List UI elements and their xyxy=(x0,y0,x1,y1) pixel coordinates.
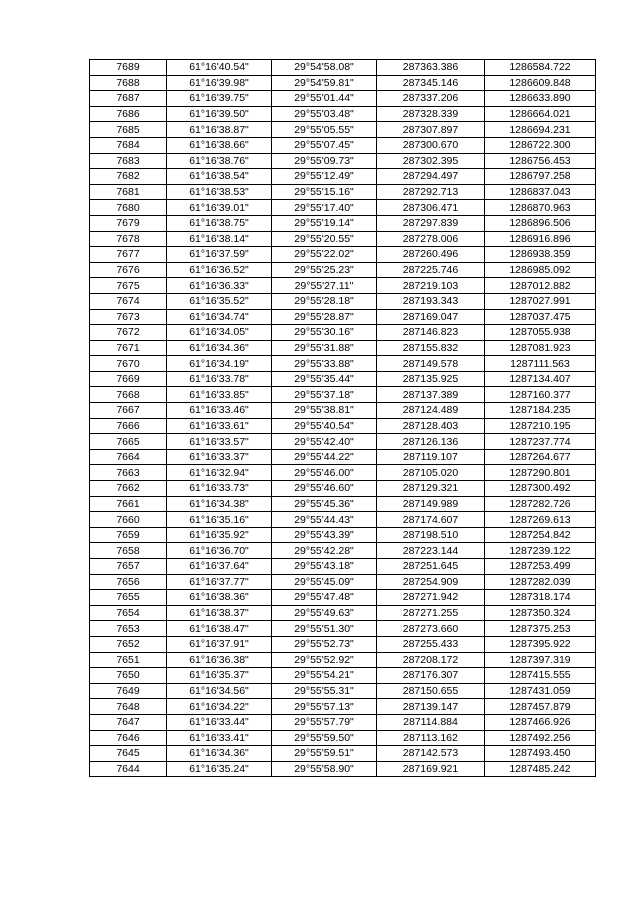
table-row xyxy=(90,169,596,185)
table-row xyxy=(90,496,596,512)
longitude-cell: 61°16'34.36" xyxy=(167,340,272,356)
x-coordinate-cell: 287223.144 xyxy=(377,543,485,559)
latitude-cell: 29°55'57.13" xyxy=(272,699,377,715)
longitude-cell: 61°16'38.76" xyxy=(167,153,272,169)
latitude-cell: 29°55'55.31" xyxy=(272,683,377,699)
y-coordinate-cell: 1287237.774 xyxy=(485,434,596,450)
longitude-cell: 61°16'38.66" xyxy=(167,137,272,153)
x-coordinate-cell: 287271.255 xyxy=(377,605,485,621)
latitude-cell: 29°55'28.18" xyxy=(272,293,377,309)
y-coordinate-cell: 1287415.555 xyxy=(485,668,596,684)
x-coordinate-cell: 287139.147 xyxy=(377,699,485,715)
point-number-cell: 7675 xyxy=(90,278,167,294)
point-number-cell: 7689 xyxy=(90,60,167,76)
x-coordinate-cell: 287337.206 xyxy=(377,91,485,107)
longitude-cell: 61°16'33.41" xyxy=(167,730,272,746)
x-coordinate-cell: 287208.172 xyxy=(377,652,485,668)
y-coordinate-cell: 1286756.453 xyxy=(485,153,596,169)
x-coordinate-cell: 287105.020 xyxy=(377,465,485,481)
x-coordinate-cell: 287271.942 xyxy=(377,590,485,606)
point-number-cell: 7670 xyxy=(90,356,167,372)
y-coordinate-cell: 1287210.195 xyxy=(485,418,596,434)
latitude-cell: 29°55'51.30" xyxy=(272,621,377,637)
y-coordinate-cell: 1286837.043 xyxy=(485,184,596,200)
table-row xyxy=(90,543,596,559)
table-row xyxy=(90,574,596,590)
x-coordinate-cell: 287193.343 xyxy=(377,293,485,309)
y-coordinate-cell: 1286609.848 xyxy=(485,75,596,91)
longitude-cell: 61°16'36.33" xyxy=(167,278,272,294)
longitude-cell: 61°16'37.59" xyxy=(167,247,272,263)
y-coordinate-cell: 1287055.938 xyxy=(485,325,596,341)
x-coordinate-cell: 287278.006 xyxy=(377,231,485,247)
table-row xyxy=(90,761,596,777)
table-row xyxy=(90,527,596,543)
x-coordinate-cell: 287363.386 xyxy=(377,60,485,76)
point-number-cell: 7650 xyxy=(90,668,167,684)
longitude-cell: 61°16'34.05" xyxy=(167,325,272,341)
latitude-cell: 29°55'28.87" xyxy=(272,309,377,325)
x-coordinate-cell: 287251.645 xyxy=(377,559,485,575)
longitude-cell: 61°16'40.54" xyxy=(167,60,272,76)
longitude-cell: 61°16'39.01" xyxy=(167,200,272,216)
coordinates-table xyxy=(89,59,596,777)
y-coordinate-cell: 1286896.506 xyxy=(485,215,596,231)
latitude-cell: 29°55'37.18" xyxy=(272,387,377,403)
longitude-cell: 61°16'35.92" xyxy=(167,527,272,543)
point-number-cell: 7668 xyxy=(90,387,167,403)
longitude-cell: 61°16'34.36" xyxy=(167,746,272,762)
y-coordinate-cell: 1287184.235 xyxy=(485,403,596,419)
longitude-cell: 61°16'36.70" xyxy=(167,543,272,559)
table-row xyxy=(90,652,596,668)
longitude-cell: 61°16'35.37" xyxy=(167,668,272,684)
longitude-cell: 61°16'37.91" xyxy=(167,636,272,652)
longitude-cell: 61°16'33.61" xyxy=(167,418,272,434)
point-number-cell: 7655 xyxy=(90,590,167,606)
longitude-cell: 61°16'33.85" xyxy=(167,387,272,403)
x-coordinate-cell: 287119.107 xyxy=(377,449,485,465)
point-number-cell: 7658 xyxy=(90,543,167,559)
point-number-cell: 7681 xyxy=(90,184,167,200)
latitude-cell: 29°55'01.44" xyxy=(272,91,377,107)
y-coordinate-cell: 1287282.039 xyxy=(485,574,596,590)
latitude-cell: 29°55'17.40" xyxy=(272,200,377,216)
longitude-cell: 61°16'34.19" xyxy=(167,356,272,372)
point-number-cell: 7646 xyxy=(90,730,167,746)
x-coordinate-cell: 287297.839 xyxy=(377,215,485,231)
point-number-cell: 7682 xyxy=(90,169,167,185)
y-coordinate-cell: 1287111.563 xyxy=(485,356,596,372)
longitude-cell: 61°16'33.57" xyxy=(167,434,272,450)
longitude-cell: 61°16'35.24" xyxy=(167,761,272,777)
table-row xyxy=(90,215,596,231)
latitude-cell: 29°55'45.09" xyxy=(272,574,377,590)
latitude-cell: 29°55'45.36" xyxy=(272,496,377,512)
y-coordinate-cell: 1287081.923 xyxy=(485,340,596,356)
x-coordinate-cell: 287300.670 xyxy=(377,137,485,153)
x-coordinate-cell: 287307.897 xyxy=(377,122,485,138)
table-row xyxy=(90,184,596,200)
table-row xyxy=(90,340,596,356)
latitude-cell: 29°55'44.43" xyxy=(272,512,377,528)
table-row xyxy=(90,465,596,481)
latitude-cell: 29°55'46.60" xyxy=(272,481,377,497)
table-row xyxy=(90,200,596,216)
latitude-cell: 29°55'59.50" xyxy=(272,730,377,746)
latitude-cell: 29°55'49.63" xyxy=(272,605,377,621)
latitude-cell: 29°55'27.11" xyxy=(272,278,377,294)
latitude-cell: 29°55'40.54" xyxy=(272,418,377,434)
x-coordinate-cell: 287294.497 xyxy=(377,169,485,185)
x-coordinate-cell: 287260.496 xyxy=(377,247,485,263)
point-number-cell: 7661 xyxy=(90,496,167,512)
y-coordinate-cell: 1286938.359 xyxy=(485,247,596,263)
x-coordinate-cell: 287113.162 xyxy=(377,730,485,746)
longitude-cell: 61°16'35.16" xyxy=(167,512,272,528)
latitude-cell: 29°55'33.88" xyxy=(272,356,377,372)
y-coordinate-cell: 1287037.475 xyxy=(485,309,596,325)
y-coordinate-cell: 1287492.256 xyxy=(485,730,596,746)
y-coordinate-cell: 1286664.021 xyxy=(485,106,596,122)
latitude-cell: 29°55'31.88" xyxy=(272,340,377,356)
latitude-cell: 29°55'03.48" xyxy=(272,106,377,122)
x-coordinate-cell: 287126.136 xyxy=(377,434,485,450)
point-number-cell: 7660 xyxy=(90,512,167,528)
x-coordinate-cell: 287273.660 xyxy=(377,621,485,637)
longitude-cell: 61°16'33.78" xyxy=(167,371,272,387)
table-row xyxy=(90,403,596,419)
y-coordinate-cell: 1286722.300 xyxy=(485,137,596,153)
y-coordinate-cell: 1287282.726 xyxy=(485,496,596,512)
table-row xyxy=(90,746,596,762)
table-row xyxy=(90,293,596,309)
point-number-cell: 7667 xyxy=(90,403,167,419)
table-row xyxy=(90,699,596,715)
y-coordinate-cell: 1287485.242 xyxy=(485,761,596,777)
latitude-cell: 29°55'47.48" xyxy=(272,590,377,606)
x-coordinate-cell: 287176.307 xyxy=(377,668,485,684)
table-row xyxy=(90,730,596,746)
x-coordinate-cell: 287169.921 xyxy=(377,761,485,777)
point-number-cell: 7676 xyxy=(90,262,167,278)
table-row xyxy=(90,137,596,153)
y-coordinate-cell: 1286633.890 xyxy=(485,91,596,107)
latitude-cell: 29°55'38.81" xyxy=(272,403,377,419)
longitude-cell: 61°16'36.52" xyxy=(167,262,272,278)
latitude-cell: 29°55'46.00" xyxy=(272,465,377,481)
point-number-cell: 7671 xyxy=(90,340,167,356)
point-number-cell: 7651 xyxy=(90,652,167,668)
table-row xyxy=(90,325,596,341)
point-number-cell: 7656 xyxy=(90,574,167,590)
point-number-cell: 7674 xyxy=(90,293,167,309)
point-number-cell: 7659 xyxy=(90,527,167,543)
x-coordinate-cell: 287149.578 xyxy=(377,356,485,372)
point-number-cell: 7647 xyxy=(90,714,167,730)
longitude-cell: 61°16'38.53" xyxy=(167,184,272,200)
point-number-cell: 7665 xyxy=(90,434,167,450)
table-row xyxy=(90,356,596,372)
latitude-cell: 29°55'12.49" xyxy=(272,169,377,185)
longitude-cell: 61°16'39.75" xyxy=(167,91,272,107)
latitude-cell: 29°55'42.28" xyxy=(272,543,377,559)
table-row xyxy=(90,481,596,497)
x-coordinate-cell: 287169.047 xyxy=(377,309,485,325)
table-row xyxy=(90,153,596,169)
latitude-cell: 29°55'22.02" xyxy=(272,247,377,263)
table-row xyxy=(90,262,596,278)
longitude-cell: 61°16'38.47" xyxy=(167,621,272,637)
x-coordinate-cell: 287254.909 xyxy=(377,574,485,590)
longitude-cell: 61°16'38.54" xyxy=(167,169,272,185)
x-coordinate-cell: 287328.339 xyxy=(377,106,485,122)
table-row xyxy=(90,512,596,528)
y-coordinate-cell: 1287264.677 xyxy=(485,449,596,465)
latitude-cell: 29°55'43.39" xyxy=(272,527,377,543)
latitude-cell: 29°55'57.79" xyxy=(272,714,377,730)
latitude-cell: 29°55'07.45" xyxy=(272,137,377,153)
latitude-cell: 29°55'19.14" xyxy=(272,215,377,231)
latitude-cell: 29°55'54.21" xyxy=(272,668,377,684)
longitude-cell: 61°16'34.56" xyxy=(167,683,272,699)
latitude-cell: 29°55'30.16" xyxy=(272,325,377,341)
point-number-cell: 7687 xyxy=(90,91,167,107)
x-coordinate-cell: 287198.510 xyxy=(377,527,485,543)
x-coordinate-cell: 287225.746 xyxy=(377,262,485,278)
latitude-cell: 29°55'42.40" xyxy=(272,434,377,450)
x-coordinate-cell: 287174.607 xyxy=(377,512,485,528)
longitude-cell: 61°16'38.75" xyxy=(167,215,272,231)
latitude-cell: 29°55'35.44" xyxy=(272,371,377,387)
table-row xyxy=(90,590,596,606)
table-row xyxy=(90,278,596,294)
x-coordinate-cell: 287146.823 xyxy=(377,325,485,341)
x-coordinate-cell: 287128.403 xyxy=(377,418,485,434)
y-coordinate-cell: 1287395.922 xyxy=(485,636,596,652)
latitude-cell: 29°55'09.73" xyxy=(272,153,377,169)
x-coordinate-cell: 287292.713 xyxy=(377,184,485,200)
table-row xyxy=(90,60,596,76)
point-number-cell: 7683 xyxy=(90,153,167,169)
x-coordinate-cell: 287129.321 xyxy=(377,481,485,497)
longitude-cell: 61°16'38.14" xyxy=(167,231,272,247)
y-coordinate-cell: 1287239.122 xyxy=(485,543,596,559)
point-number-cell: 7685 xyxy=(90,122,167,138)
point-number-cell: 7648 xyxy=(90,699,167,715)
longitude-cell: 61°16'39.98" xyxy=(167,75,272,91)
point-number-cell: 7672 xyxy=(90,325,167,341)
table-row xyxy=(90,106,596,122)
latitude-cell: 29°55'15.16" xyxy=(272,184,377,200)
longitude-cell: 61°16'33.73" xyxy=(167,481,272,497)
y-coordinate-cell: 1287254.842 xyxy=(485,527,596,543)
table-row xyxy=(90,434,596,450)
table-row xyxy=(90,636,596,652)
point-number-cell: 7678 xyxy=(90,231,167,247)
x-coordinate-cell: 287155.832 xyxy=(377,340,485,356)
table-row xyxy=(90,668,596,684)
longitude-cell: 61°16'34.38" xyxy=(167,496,272,512)
y-coordinate-cell: 1287290.801 xyxy=(485,465,596,481)
x-coordinate-cell: 287124.489 xyxy=(377,403,485,419)
longitude-cell: 61°16'33.44" xyxy=(167,714,272,730)
x-coordinate-cell: 287149.989 xyxy=(377,496,485,512)
latitude-cell: 29°55'25.23" xyxy=(272,262,377,278)
y-coordinate-cell: 1286584.722 xyxy=(485,60,596,76)
y-coordinate-cell: 1287160.377 xyxy=(485,387,596,403)
longitude-cell: 61°16'36.38" xyxy=(167,652,272,668)
longitude-cell: 61°16'37.77" xyxy=(167,574,272,590)
point-number-cell: 7664 xyxy=(90,449,167,465)
y-coordinate-cell: 1287397.319 xyxy=(485,652,596,668)
table-row xyxy=(90,75,596,91)
point-number-cell: 7644 xyxy=(90,761,167,777)
y-coordinate-cell: 1287466.926 xyxy=(485,714,596,730)
table-row xyxy=(90,418,596,434)
table-row xyxy=(90,309,596,325)
y-coordinate-cell: 1287027.991 xyxy=(485,293,596,309)
point-number-cell: 7654 xyxy=(90,605,167,621)
table-row xyxy=(90,91,596,107)
table-row xyxy=(90,559,596,575)
latitude-cell: 29°55'59.51" xyxy=(272,746,377,762)
y-coordinate-cell: 1287350.324 xyxy=(485,605,596,621)
longitude-cell: 61°16'32.94" xyxy=(167,465,272,481)
point-number-cell: 7680 xyxy=(90,200,167,216)
y-coordinate-cell: 1286870.963 xyxy=(485,200,596,216)
point-number-cell: 7686 xyxy=(90,106,167,122)
y-coordinate-cell: 1286985.092 xyxy=(485,262,596,278)
x-coordinate-cell: 287135.925 xyxy=(377,371,485,387)
latitude-cell: 29°55'44.22" xyxy=(272,449,377,465)
point-number-cell: 7649 xyxy=(90,683,167,699)
point-number-cell: 7666 xyxy=(90,418,167,434)
latitude-cell: 29°55'43.18" xyxy=(272,559,377,575)
latitude-cell: 29°55'58.90" xyxy=(272,761,377,777)
longitude-cell: 61°16'33.37" xyxy=(167,449,272,465)
longitude-cell: 61°16'38.37" xyxy=(167,605,272,621)
latitude-cell: 29°54'59.81" xyxy=(272,75,377,91)
point-number-cell: 7653 xyxy=(90,621,167,637)
latitude-cell: 29°55'20.55" xyxy=(272,231,377,247)
point-number-cell: 7657 xyxy=(90,559,167,575)
x-coordinate-cell: 287345.146 xyxy=(377,75,485,91)
longitude-cell: 61°16'34.74" xyxy=(167,309,272,325)
longitude-cell: 61°16'37.64" xyxy=(167,559,272,575)
table-row xyxy=(90,683,596,699)
point-number-cell: 7652 xyxy=(90,636,167,652)
x-coordinate-cell: 287137.389 xyxy=(377,387,485,403)
y-coordinate-cell: 1287493.450 xyxy=(485,746,596,762)
y-coordinate-cell: 1287457.879 xyxy=(485,699,596,715)
longitude-cell: 61°16'38.87" xyxy=(167,122,272,138)
x-coordinate-cell: 287142.573 xyxy=(377,746,485,762)
y-coordinate-cell: 1287253.499 xyxy=(485,559,596,575)
point-number-cell: 7662 xyxy=(90,481,167,497)
point-number-cell: 7688 xyxy=(90,75,167,91)
point-number-cell: 7677 xyxy=(90,247,167,263)
point-number-cell: 7669 xyxy=(90,371,167,387)
y-coordinate-cell: 1287431.059 xyxy=(485,683,596,699)
table-row xyxy=(90,231,596,247)
coordinates-table-body xyxy=(90,60,596,777)
point-number-cell: 7663 xyxy=(90,465,167,481)
x-coordinate-cell: 287114.884 xyxy=(377,714,485,730)
table-row xyxy=(90,247,596,263)
table-row xyxy=(90,122,596,138)
x-coordinate-cell: 287219.103 xyxy=(377,278,485,294)
x-coordinate-cell: 287306.471 xyxy=(377,200,485,216)
longitude-cell: 61°16'39.50" xyxy=(167,106,272,122)
y-coordinate-cell: 1286797.258 xyxy=(485,169,596,185)
table-row xyxy=(90,621,596,637)
table-row xyxy=(90,449,596,465)
point-number-cell: 7684 xyxy=(90,137,167,153)
longitude-cell: 61°16'34.22" xyxy=(167,699,272,715)
x-coordinate-cell: 287255.433 xyxy=(377,636,485,652)
y-coordinate-cell: 1287269.613 xyxy=(485,512,596,528)
latitude-cell: 29°55'52.92" xyxy=(272,652,377,668)
point-number-cell: 7679 xyxy=(90,215,167,231)
y-coordinate-cell: 1286916.896 xyxy=(485,231,596,247)
x-coordinate-cell: 287150.655 xyxy=(377,683,485,699)
table-row xyxy=(90,371,596,387)
y-coordinate-cell: 1287318.174 xyxy=(485,590,596,606)
longitude-cell: 61°16'33.46" xyxy=(167,403,272,419)
y-coordinate-cell: 1286694.231 xyxy=(485,122,596,138)
latitude-cell: 29°54'58.08" xyxy=(272,60,377,76)
y-coordinate-cell: 1287134.407 xyxy=(485,371,596,387)
table-row xyxy=(90,605,596,621)
x-coordinate-cell: 287302.395 xyxy=(377,153,485,169)
y-coordinate-cell: 1287012.882 xyxy=(485,278,596,294)
latitude-cell: 29°55'52.73" xyxy=(272,636,377,652)
longitude-cell: 61°16'38.36" xyxy=(167,590,272,606)
table-row xyxy=(90,714,596,730)
longitude-cell: 61°16'35.52" xyxy=(167,293,272,309)
latitude-cell: 29°55'05.55" xyxy=(272,122,377,138)
point-number-cell: 7645 xyxy=(90,746,167,762)
point-number-cell: 7673 xyxy=(90,309,167,325)
y-coordinate-cell: 1287300.492 xyxy=(485,481,596,497)
y-coordinate-cell: 1287375.253 xyxy=(485,621,596,637)
table-row xyxy=(90,387,596,403)
